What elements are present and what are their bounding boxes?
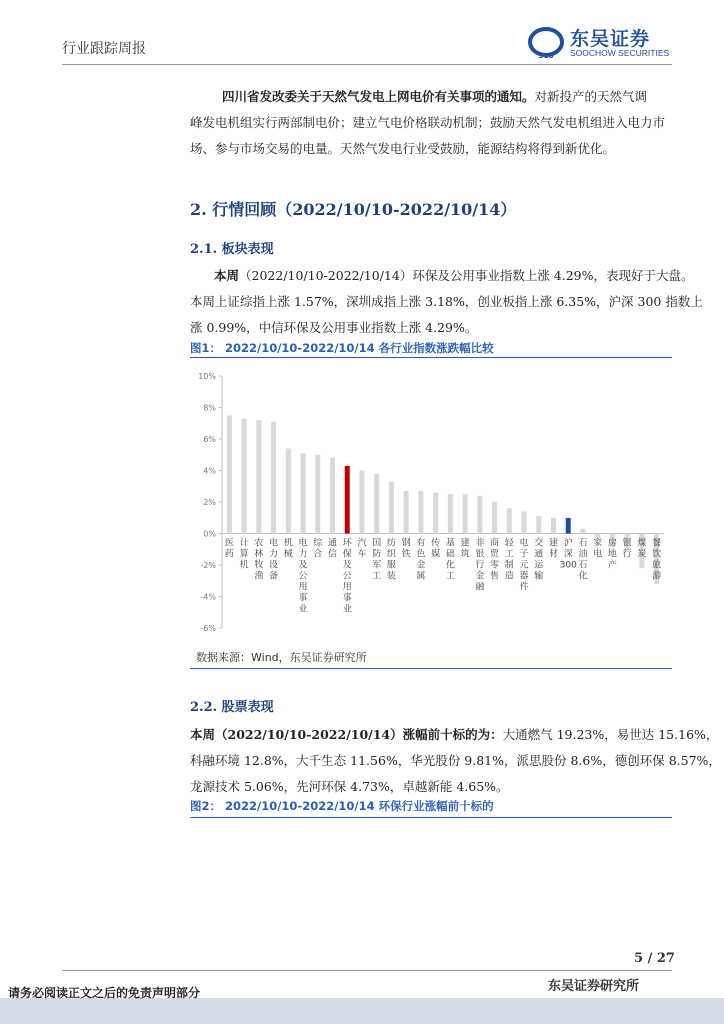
figure-1-chart bbox=[190, 358, 672, 641]
section-2-2-bold: 本周（2022/10/10-2022/10/14）涨幅前十标的为： bbox=[190, 727, 503, 742]
figure-1-caption: 图1： 2022/10/10-2022/10/14 各行业指数涨跌幅比较 bbox=[190, 341, 494, 355]
bar-5 bbox=[301, 453, 306, 533]
x-tick-label: 建材 bbox=[548, 538, 559, 560]
x-tick-label: 电力设备 bbox=[269, 538, 279, 582]
figure-2-top-rule bbox=[190, 817, 672, 818]
x-tick-label: 医药 bbox=[224, 538, 234, 560]
x-tick-label: 非银行金融 bbox=[475, 538, 485, 593]
logo-mark-icon bbox=[528, 24, 568, 60]
x-tick-label: 传媒 bbox=[431, 538, 441, 560]
intro-line2: 峰发电机组实行两部制电价；建立气电价格联动机制；鼓励天然气发电机组进入电力市 bbox=[190, 115, 666, 130]
section-2-2-heading: 2.2. 股票表现 bbox=[190, 700, 274, 715]
logo-mark-text: SCS bbox=[538, 52, 554, 60]
y-tick-label: 4% bbox=[203, 466, 216, 476]
x-tick-label: 国防军工 bbox=[372, 538, 382, 582]
section-2-2-paragraph bbox=[190, 722, 721, 800]
bar-9 bbox=[359, 471, 364, 534]
section-2-1-line2: 本周上证综指上涨 1.57%，深圳成指上涨 3.18%，创业板指上涨 6.35%，沪深 300 指数上 bbox=[190, 294, 703, 309]
x-tick-label: 餐饮旅游 bbox=[652, 538, 662, 582]
x-tick-label: 有色金属 bbox=[416, 538, 426, 582]
bar-16 bbox=[463, 494, 468, 533]
bar-14 bbox=[433, 493, 438, 534]
x-tick-label: 钢铁 bbox=[401, 538, 411, 560]
x-tick-label: 交通运输 bbox=[534, 538, 544, 582]
section-2-1-bold: 本周 bbox=[214, 268, 240, 283]
bar-19 bbox=[507, 508, 512, 533]
bar-21 bbox=[536, 516, 541, 533]
logo-text-en: SOOCHOW SECURITIES bbox=[570, 48, 670, 58]
figure-1-bottom-rule bbox=[190, 668, 672, 669]
intro-line1: 对新投产的天然气调 bbox=[534, 89, 648, 104]
disclaimer-notice: 请务必阅读正文之后的免责声明部分 bbox=[8, 986, 201, 1000]
bar-23 bbox=[566, 518, 571, 534]
x-tick-label: 建筑 bbox=[460, 538, 470, 560]
x-tick-label: 煤炭 bbox=[637, 538, 647, 560]
section-2-1-line1: （2022/10/10-2022/10/14）环保及公用事业指数上涨 4.29%，表现好于大盘。 bbox=[239, 268, 694, 283]
x-tick-label: 通信 bbox=[327, 538, 338, 560]
x-tick-label: 电子元器件 bbox=[519, 538, 529, 593]
bar-1 bbox=[242, 419, 247, 534]
section-2-1-heading: 2.1. 板块表现 bbox=[190, 242, 274, 257]
institute-name: 东吴证券研究所 bbox=[548, 979, 640, 994]
y-tick-label: 8% bbox=[203, 403, 216, 413]
section-2-2-line3: 龙源技术 5.06%，先河环保 4.73%，卓越新能 4.65%。 bbox=[190, 779, 509, 794]
x-tick-label: 机械 bbox=[283, 538, 293, 560]
x-tick-label: 石油石化 bbox=[578, 538, 588, 582]
footer-divider bbox=[62, 970, 672, 971]
section-2-2-line2: 科融环境 12.8%，大千生态 11.56%，华光股份 9.81%，派思股份 8.6%，德创环保 8.57%， bbox=[190, 753, 721, 768]
bar-4 bbox=[286, 448, 291, 533]
x-tick-label: 商贸零售 bbox=[490, 538, 500, 582]
bar-6 bbox=[315, 455, 320, 534]
x-tick-label: 纺织服装 bbox=[386, 538, 396, 582]
bar-2 bbox=[256, 420, 261, 533]
bar-0 bbox=[227, 415, 232, 533]
bar-10 bbox=[374, 474, 379, 534]
bar-chart bbox=[190, 358, 672, 641]
bar-22 bbox=[551, 518, 556, 534]
y-tick-label: 2% bbox=[203, 498, 216, 507]
y-tick-label: -2% bbox=[200, 561, 216, 570]
x-tick-label: 电力及公用事业 bbox=[298, 538, 308, 615]
y-tick-label: -4% bbox=[200, 592, 216, 602]
section-2-2-line1: 大通燃气 19.23%，易世达 15.16%， bbox=[502, 727, 719, 742]
x-tick-label: 家电 bbox=[593, 538, 603, 560]
bar-11 bbox=[389, 482, 394, 534]
section-2-heading: 2. 行情回顾（2022/10/10-2022/10/14） bbox=[190, 200, 517, 219]
bar-12 bbox=[404, 491, 409, 534]
x-tick-label: 房地产 bbox=[607, 538, 617, 571]
figure-1-source: 数据来源：Wind，东吴证券研究所 bbox=[196, 651, 367, 664]
y-tick-label: -6% bbox=[200, 624, 216, 633]
x-tick-label: 轻工制造 bbox=[504, 538, 514, 582]
x-tick-label: 基础化工 bbox=[445, 538, 455, 582]
bar-7 bbox=[330, 458, 335, 534]
page-number: 5 / 27 bbox=[634, 951, 675, 966]
x-tick-label: 银行 bbox=[622, 538, 632, 560]
intro-bold-lead: 四川省发改委关于天然气发电上网电价有关事项的通知。 bbox=[222, 89, 535, 104]
bar-3 bbox=[271, 422, 276, 534]
figure-2-caption: 图2： 2022/10/10-2022/10/14 环保行业涨幅前十标的 bbox=[190, 799, 494, 813]
bar-18 bbox=[492, 502, 497, 534]
intro-line3: 场、参与市场交易的电量。天然气发电行业受鼓励，能源结构将得到新优化。 bbox=[190, 141, 616, 156]
x-tick-label: 计算机 bbox=[239, 538, 249, 571]
intro-paragraph bbox=[190, 84, 672, 162]
y-tick-label: 6% bbox=[203, 435, 216, 444]
bar-15 bbox=[448, 494, 453, 533]
bar-8 bbox=[345, 466, 350, 534]
logo-text-cn: 东吴证券 bbox=[570, 28, 651, 50]
bar-20 bbox=[522, 511, 527, 533]
x-tick-label: 综合 bbox=[313, 538, 323, 560]
y-tick-label: 0% bbox=[203, 529, 216, 539]
bar-24 bbox=[580, 529, 585, 534]
y-tick-label: 10% bbox=[198, 372, 216, 381]
x-tick-label: 沪深 300 bbox=[559, 538, 577, 571]
soochow-logo bbox=[528, 24, 670, 60]
x-tick-label: 农林牧渔 bbox=[254, 538, 264, 582]
header-divider bbox=[62, 64, 672, 65]
report-type-label: 行业跟踪周报 bbox=[62, 41, 146, 57]
x-tick-label: 环保及公用事业 bbox=[342, 538, 352, 615]
x-tick-label: 汽车 bbox=[357, 538, 367, 560]
section-2-1-line3: 涨 0.99%，中信环保及公用事业指数上涨 4.29%。 bbox=[190, 320, 478, 335]
footer-band bbox=[0, 998, 724, 1024]
bar-13 bbox=[418, 491, 423, 534]
bar-17 bbox=[477, 496, 482, 534]
section-2-1-paragraph bbox=[190, 263, 703, 341]
